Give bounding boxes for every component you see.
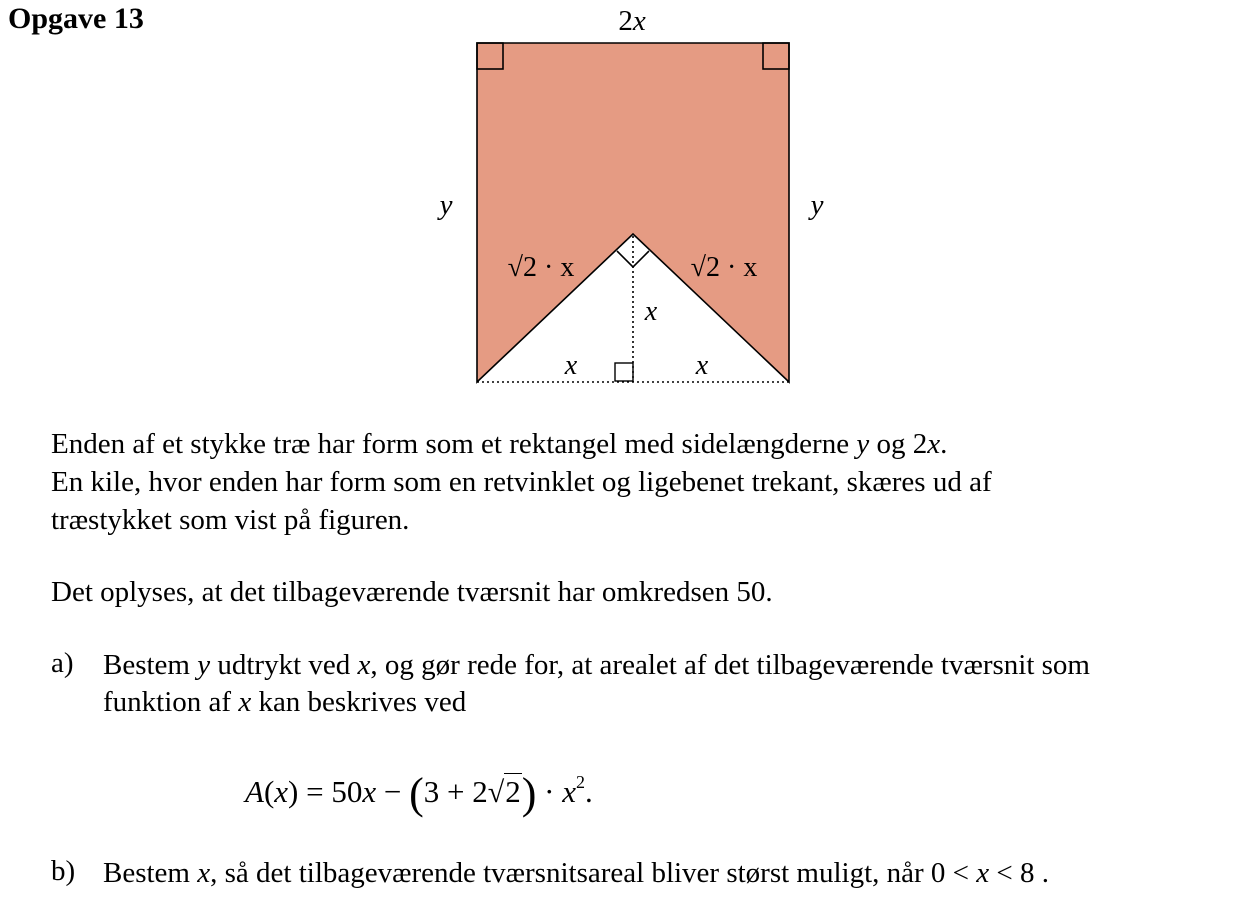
label-right-y: y — [810, 189, 824, 221]
label-top-2x: 2x — [618, 5, 646, 37]
right-angle-marker-apex — [617, 251, 649, 267]
label-left-y: y — [439, 189, 453, 221]
label-height-x: x — [644, 296, 658, 327]
perimeter-statement: Det oplyses, at det tilbageværende tværsnit har omkredsen 50. — [51, 576, 773, 608]
exercise-heading: Opgave 13 — [8, 2, 144, 35]
question-b-text: Bestem x, så det tilbageværende tværsnitsareal bliver størst muligt, når 0 < x < 8 . — [103, 857, 1050, 889]
label-base-right-x: x — [695, 350, 709, 381]
label-slant-left: √2 · x — [507, 252, 575, 283]
right-angle-marker-foot — [615, 363, 633, 381]
area-formula: $A(x) = 50x - (3 + 2√2) \cdot x^2$. — [245, 769, 593, 818]
question-b-label: b) — [51, 855, 76, 887]
intro-line-2: En kile, hvor enden har form som en retvinklet og ligebenet trekant, skæres ud af — [51, 466, 992, 498]
intro-paragraph — [51, 425, 992, 539]
label-slant-right: √2 · x — [690, 252, 758, 283]
label-base-left-x: x — [564, 350, 578, 381]
intro-line-3: træstykket som vist på figuren. — [51, 504, 410, 536]
wedge-figure — [0, 0, 1249, 420]
question-a-label: a) — [51, 647, 74, 679]
question-a-text: Bestem y udtrykt ved x, og gør rede for, at arealet af det tilbageværende tværsnit som funktion af x kan beskrives ved — [103, 649, 1090, 718]
intro-line-1: Enden af et stykke træ har form som et rektangel med sidelængderne y og 2x. — [51, 428, 948, 460]
